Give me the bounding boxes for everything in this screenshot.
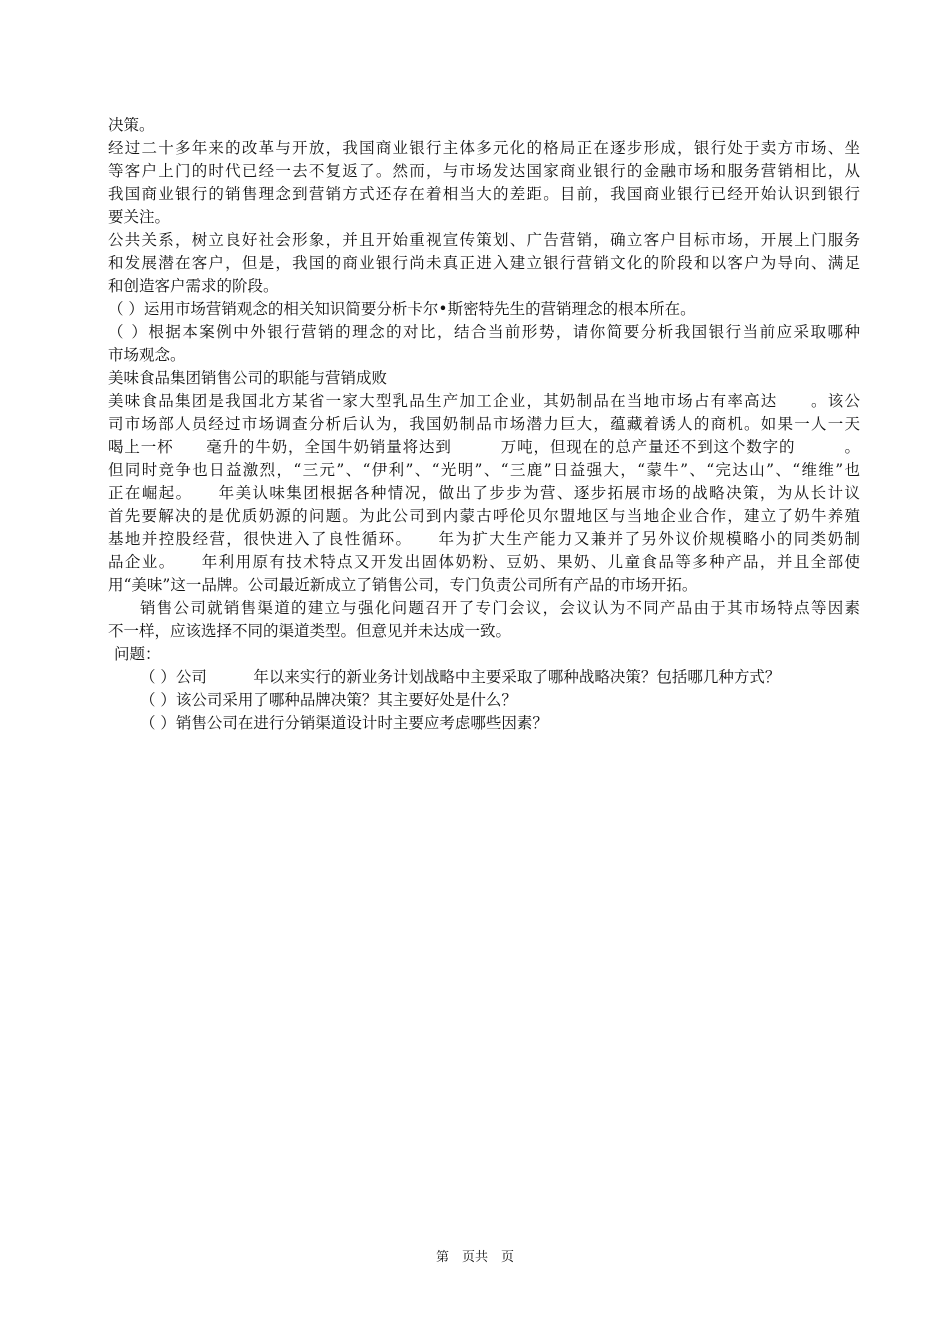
text-line: （ ）公司 年以来实行的新业务计划战略中主要采取了哪种战略决策？包括哪几种方式？: [140, 668, 781, 686]
text-line: 喝上一杯 毫升的牛奶，全国牛奶销量将达到 万吨，但现在的总产量还不到这个数字的 。: [108, 438, 860, 456]
text-line: 不一样，应该选择不同的渠道类型。但意见并未达成一致。: [108, 622, 512, 640]
text-line: 司市场部人员经过市场调查分析后认为，我国奶制品市场潜力巨大，蕴藏着诱人的商机。如果一人一天: [108, 415, 860, 433]
text-line: 市场观念。: [108, 346, 186, 364]
text-line: 基地并控股经营，很快进入了良性循环。 年为扩大生产能力又兼并了另外议价规模略小的同类奶制: [108, 530, 860, 548]
text-line: （ ）该公司采用了哪种品牌决策？其主要好处是什么？: [140, 691, 517, 709]
text-line: 用“美味”这一品牌。公司最近新成立了销售公司，专门负责公司所有产品的市场开拓。: [108, 576, 698, 594]
text-line: 和发展潜在客户，但是，我国的商业银行尚未真正进入建立银行营销文化的阶段和以客户为导向、满足: [108, 254, 860, 272]
text-line: 公共关系，树立良好社会形象，并且开始重视宣传策划、广告营销，确立客户目标市场，开展上门服务: [108, 231, 860, 249]
text-line: 决策。: [108, 116, 155, 134]
text-line: （ ）销售公司在进行分销渠道设计时主要应考虑哪些因素？: [140, 714, 548, 732]
page-footer: 第 页共 页: [435, 1250, 514, 1265]
text-line: 和创造客户需求的阶段。: [108, 277, 279, 295]
text-line: 但同时竞争也日益激烈，“三元”、“伊利”、“光明”、“三鹿”日益强大，“蒙牛”、“完达山”、“维维”也: [108, 461, 860, 479]
text-line: 品企业。 年利用原有技术特点又开发出固体奶粉、豆奶、果奶、儿童食品等多种产品，并且全部使: [108, 553, 860, 571]
text-line: 美味食品集团是我国北方某省一家大型乳品生产加工企业，其奶制品在当地市场占有率高达 。该公: [108, 392, 860, 410]
text-line: 美味食品集团销售公司的职能与营销成败: [108, 369, 388, 387]
text-line: 问题：: [114, 645, 161, 663]
text-line: 等客户上门的时代已经一去不复返了。然而，与市场发达国家商业银行的金融市场和服务营销相比，从: [108, 162, 860, 180]
text-line: （ ）根据本案例中外银行营销的理念的对比，结合当前形势，请你简要分析我国银行当前应采取哪种: [108, 323, 860, 341]
document-body: [108, 114, 860, 735]
text-line: 首先要解决的是优质奶源的问题。为此公司到内蒙古呼伦贝尔盟地区与当地企业合作，建立了奶牛养殖: [108, 507, 860, 525]
text-line: （ ）运用市场营销观念的相关知识简要分析卡尔•斯密特先生的营销理念的根本所在。: [108, 300, 696, 318]
text-line: 销售公司就销售渠道的建立与强化问题召开了专门会议，会议认为不同产品由于其市场特点等因素: [140, 599, 860, 617]
text-line: 要关注。: [108, 208, 171, 226]
text-line: 经过二十多年来的改革与开放，我国商业银行主体多元化的格局正在逐步形成，银行处于卖方市场、坐: [108, 139, 860, 157]
text-line: 正在崛起。 年美认味集团根据各种情况，做出了步步为营、逐步拓展市场的战略决策，为从长计议: [108, 484, 860, 502]
text-line: 我国商业银行的销售理念到营销方式还存在着相当大的差距。目前，我国商业银行已经开始认识到银行: [108, 185, 860, 203]
